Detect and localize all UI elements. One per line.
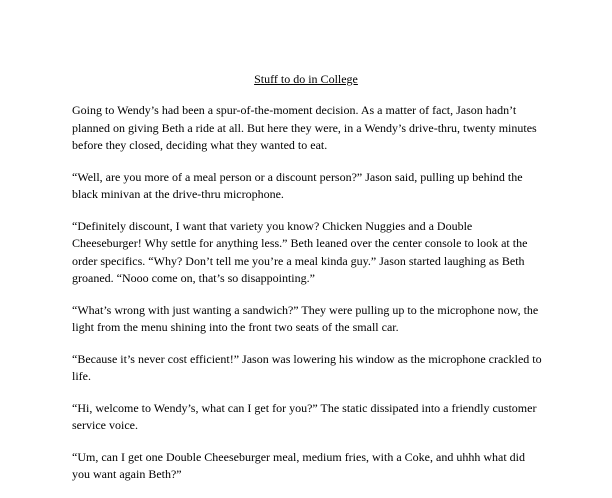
paragraph: “Because it’s never cost efficient!” Jason was lowering his window as the microphone crackled to life. <box>72 351 542 383</box>
document-body <box>72 102 542 498</box>
paragraph: “What’s wrong with just wanting a sandwich?” They were pulling up to the microphone now, the light from the menu shining into the front two seats of the small car. <box>72 302 539 334</box>
paragraph: “Hi, welcome to Wendy’s, what can I get for you?” The static dissipated into a friendly customer service voice. <box>72 400 537 432</box>
paragraph: Going to Wendy’s had been a spur-of-the-moment decision. As a matter of fact, Jason hadn’t planned on giving Beth a ride at all. But here they were, in a Wendy’s drive-thru, twenty minutes before they closed, deciding what they wanted to eat. <box>72 103 537 152</box>
paragraph: “Well, are you more of a meal person or a discount person?” Jason said, pulling up behind the black minivan at the drive-thru microphone. <box>72 169 523 201</box>
paragraph: “Definitely discount, I want that variety you know? Chicken Nuggies and a Double Cheeseburger! Why settle for anything less.” Beth leaned over the center console to look at the order specifics. “Why? Don’t tell me you’re a meal kinda guy.” Jason started laughing as Beth groaned. “Nooo come on, that’s so disappointing.” <box>72 218 528 285</box>
document-title: Stuff to do in College <box>254 72 358 86</box>
paragraph: “Um, can I get one Double Cheeseburger meal, medium fries, with a Coke, and uhhh what did you want again Beth?” <box>72 449 525 481</box>
